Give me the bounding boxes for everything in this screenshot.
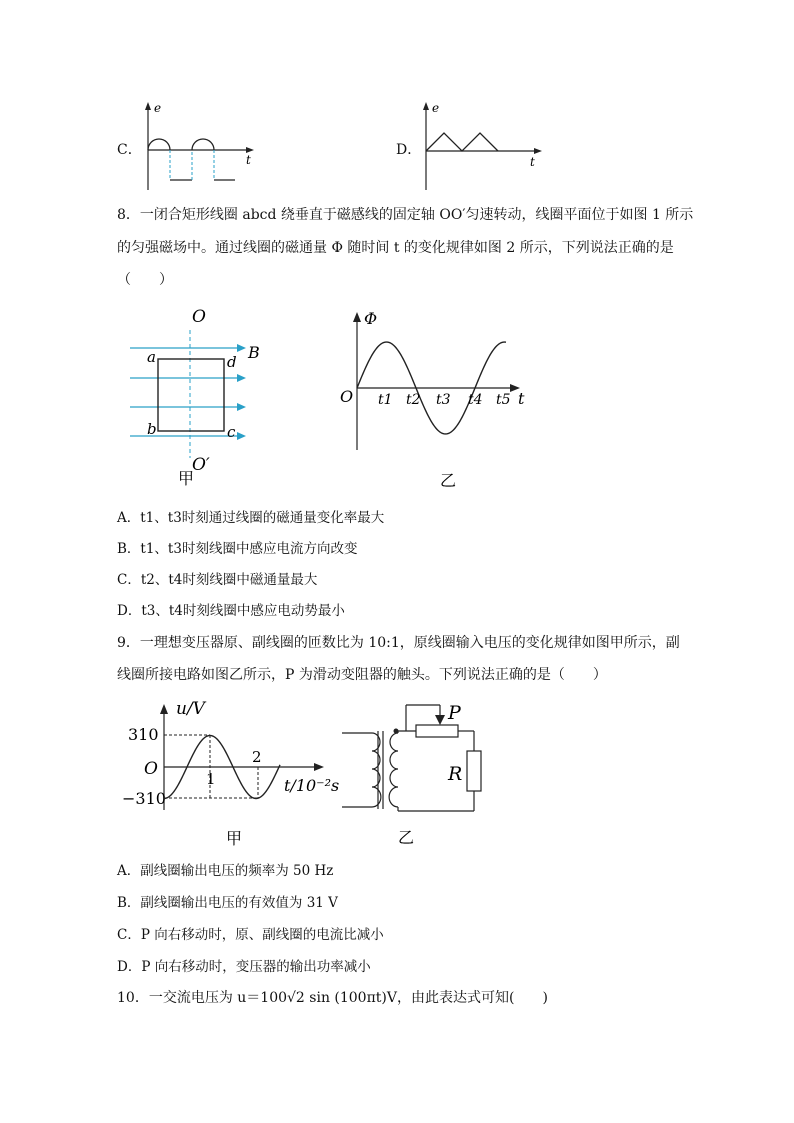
q8-option-c: C．t2、t4时刻线圈中磁通量最大 (117, 572, 318, 588)
q7-d-axis-t: t (530, 155, 535, 169)
q8-label-c: c (227, 423, 236, 441)
q9-ylabel: u/V (176, 699, 205, 719)
q8-figure-coil (120, 300, 280, 490)
q8-fig1-caption: 甲 (178, 469, 195, 488)
q8-tick-t4: t4 (468, 392, 483, 408)
q9-fig2-caption: 乙 (398, 828, 415, 847)
q8-tick-t3: t3 (436, 392, 451, 408)
q9-stem-line1: 9．一理想变压器原、副线圈的匝数比为 10:1，原线圈输入电压的变化规律如图甲所示，副 (117, 635, 680, 651)
q9-tick-2: 2 (252, 748, 262, 766)
q9-figure-voltage-graph (118, 692, 343, 852)
q9-option-b: B．副线圈输出电压的有效值为 31 V (117, 895, 338, 911)
q8-origin: O (340, 387, 354, 406)
q8-label-B: B (248, 343, 260, 362)
q9-origin: O (144, 759, 158, 779)
q8-label-O: O (192, 307, 206, 327)
q8-figure-flux-graph (330, 300, 540, 490)
q8-stem-line2: 的匀强磁场中。通过线圈的磁通量 Φ 随时间 t 的变化规律如图 2 所示，下列说法正确的是 (117, 240, 674, 256)
q9-option-c: C．P 向右移动时，原、副线圈的电流比减小 (117, 927, 384, 943)
q9-option-d: D．P 向右移动时，变压器的输出功率减小 (117, 959, 371, 975)
q8-option-d: D．t3、t4时刻线圈中感应电动势最小 (117, 603, 345, 619)
q8-answer-paren: （ ） (117, 272, 173, 288)
q8-fig2-caption: 乙 (440, 471, 457, 490)
q8-axis-t: t (518, 389, 525, 408)
q8-label-a: a (147, 348, 156, 366)
q9-xlabel: t/10⁻²s (284, 776, 340, 795)
q7-d-axis-e: e (432, 101, 440, 115)
q8-tick-t5: t5 (496, 392, 511, 408)
q9-ymax: 310 (128, 725, 159, 744)
q8-tick-t2: t2 (406, 392, 421, 408)
q8-label-b: b (147, 420, 157, 438)
q8-axis-phi: Φ (364, 309, 378, 328)
q8-option-a: A．t1、t3时刻通过线圈的磁通量变化率最大 (117, 510, 385, 526)
q7-c-axis-t: t (246, 153, 251, 167)
q9-tick-1: 1 (206, 770, 216, 788)
q7-c-axis-e: e (154, 101, 162, 115)
q9-stem-line2: 线圈所接电路如图乙所示，P 为滑动变阻器的触头。下列说法正确的是（ ） (117, 667, 607, 683)
q7-option-c-graph (140, 100, 260, 195)
q9-fig1-caption: 甲 (226, 829, 243, 848)
q8-label-O-prime: O′ (192, 455, 210, 475)
q7-option-d-label: D． (396, 142, 422, 158)
q8-label-d: d (227, 353, 237, 371)
q7-option-c-label: C． (117, 142, 142, 158)
q8-option-b: B．t1、t3时刻线圈中感应电流方向改变 (117, 541, 358, 557)
q9-ymin: −310 (122, 789, 166, 808)
q10-stem-line1: 10．一交流电压为 u＝100√2 sin (100πt)V，由此表达式可知( ) (117, 990, 548, 1006)
q8-tick-t1: t1 (378, 392, 393, 408)
q9-label-R: R (448, 763, 463, 785)
q7-option-d-graph (420, 100, 550, 195)
q9-option-a: A．副线圈输出电压的频率为 50 Hz (117, 863, 334, 879)
q9-figure-transformer-circuit (340, 695, 500, 855)
q9-label-P: P (448, 702, 461, 724)
q8-stem-line1: 8．一闭合矩形线圈 abcd 绕垂直于磁感线的固定轴 OO′匀速转动，线圈平面位于如图 1 所示 (117, 207, 694, 223)
